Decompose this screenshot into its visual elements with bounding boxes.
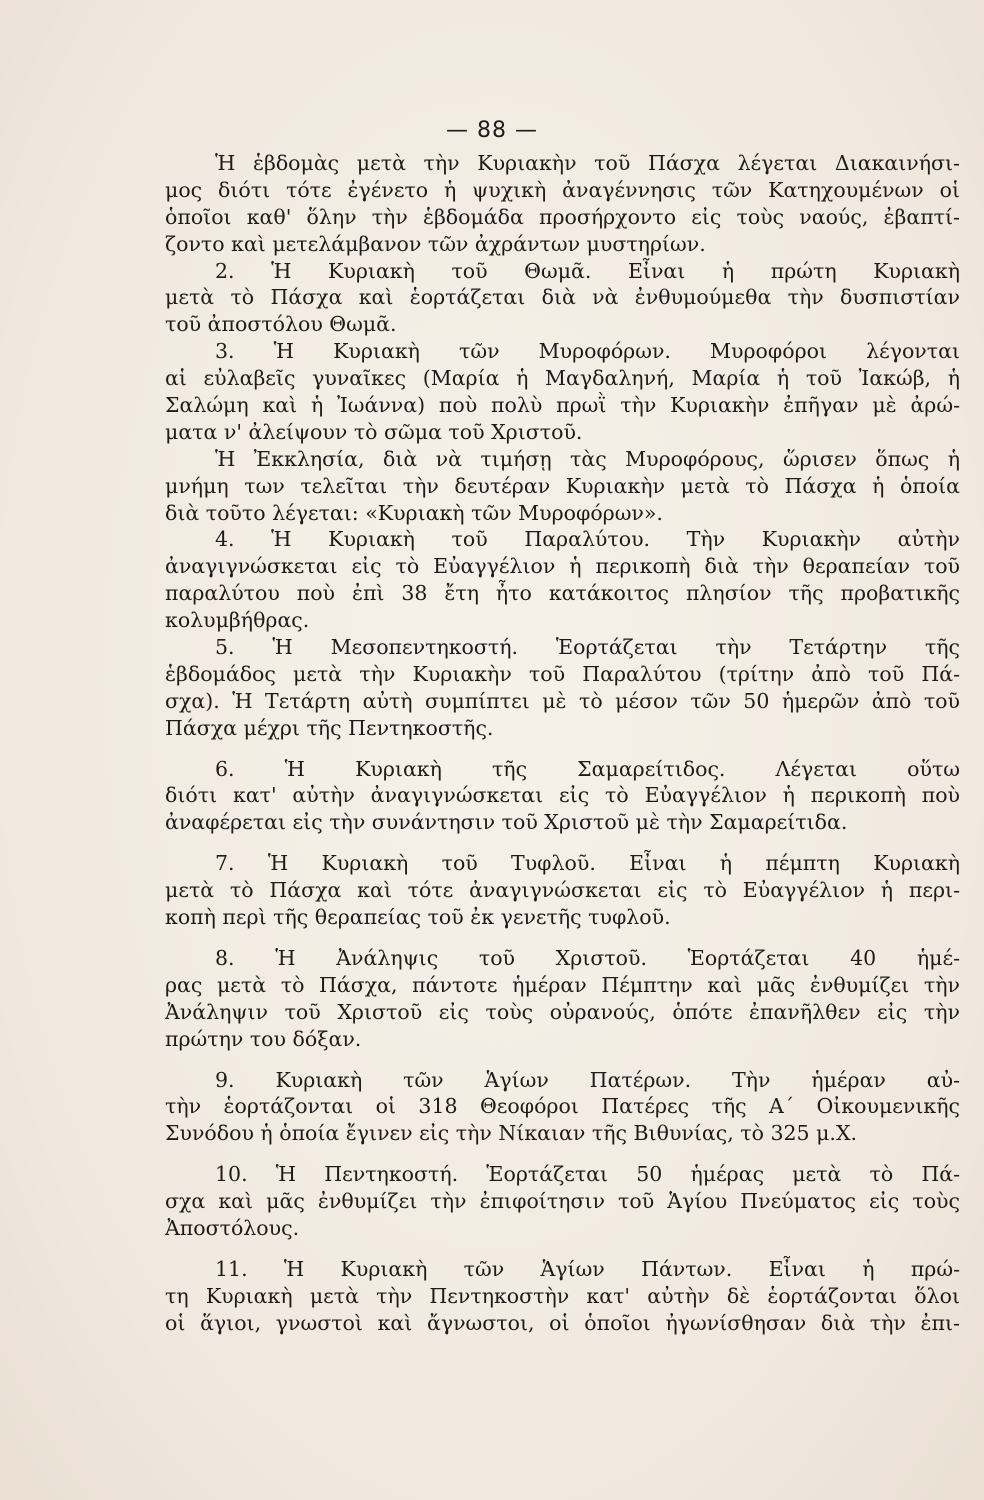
text-line: μετὰ τὸ Πάσχα καὶ ἑορτάζεται διὰ νὰ ἐνθυμούμεθα τὴν δυσπιστίαν	[165, 285, 960, 310]
text-line: 2. Ἡ Κυριακὴ τοῦ Θωμᾶ. Εἶναι ἡ πρώτη Κυριακὴ	[215, 258, 960, 283]
text-line: ρας μετὰ τὸ Πάσχα, πάντοτε ἡμέραν Πέμπτην καὶ μᾶς ἐνθυμίζει τὴν	[165, 972, 960, 997]
text-line: σχα καὶ μᾶς ἐνθυμίζει τὴν ἐπιφοίτησιν τοῦ Ἁγίου Πνεύματος εἰς τοὺς	[165, 1189, 960, 1214]
text-line: 7. Ἡ Κυριακὴ τοῦ Τυφλοῦ. Εἶναι ἡ πέμπτη Κυριακὴ	[215, 851, 960, 876]
text-line: τη Κυριακὴ μετὰ τὴν Πεντηκοστὴν κατ' αὐτὴν δὲ ἑορτάζονται ὅλοι	[165, 1283, 960, 1308]
text-line: τοῦ ἀποστόλου Θωμᾶ.	[165, 312, 397, 337]
text-line: 11. Ἡ Κυριακὴ τῶν Ἁγίων Πάντων. Εἶναι ἡ πρώ-	[215, 1256, 960, 1281]
text-line: 6. Ἡ Κυριακὴ τῆς Σαμαρείτιδος. Λέγεται οὕτω	[215, 756, 960, 781]
text-line: σχα). Ἡ Τετάρτη αὐτὴ συμπίπτει μὲ τὸ μέσον τῶν 50 ἡμερῶν ἀπὸ τοῦ	[165, 688, 960, 713]
text-line: διότι κατ' αὐτὴν ἀναγιγνώσκεται εἰς τὸ Εὐαγγέλιον ἡ περικοπὴ ποὺ	[165, 783, 960, 808]
text-line: οἱ ἅγιοι, γνωστοὶ καὶ ἄγνωστοι, οἱ ὁποῖοι ἠγωνίσθησαν διὰ τὴν ἐπι-	[165, 1310, 960, 1335]
text-line: ὁποῖοι καθ' ὅλην τὴν ἑβδομάδα προσήρχοντο εἰς τοὺς ναούς, ἐβαπτί-	[165, 204, 960, 229]
text-line: Πάσχα μέχρι τῆς Πεντηκοστῆς.	[165, 715, 494, 740]
text-line: Σαλώμη καὶ ἡ Ἰωάννα) ποὺ πολὺ πρωῒ τὴν Κυριακὴν ἐπῆγαν μὲ ἀρώ-	[165, 393, 960, 418]
text-line: αἱ εὐλαβεῖς γυναῖκες (Μαρία ἡ Μαγδαληνή, Μαρία ἡ τοῦ Ἰακώβ, ἡ	[165, 366, 960, 391]
text-line: διὰ τοῦτο λέγεται: «Κυριακὴ τῶν Μυροφόρων».	[165, 500, 663, 525]
text-line: Ἡ ἑβδομὰς μετὰ τὴν Κυριακὴν τοῦ Πάσχα λέγεται Διακαινήσι-	[215, 151, 960, 175]
body-text	[165, 150, 960, 1337]
text-line: παραλύτου ποὺ ἐπὶ 38 ἔτη ἦτο κατάκοιτος πλησίον τῆς προβατικῆς	[165, 581, 960, 606]
page-number: — 88 —	[446, 118, 538, 143]
text-line: ἀναφέρεται εἰς τὴν συνάντησιν τοῦ Χριστοῦ μὲ τὴν Σαμαρείτιδα.	[165, 810, 848, 835]
text-line: τὴν ἑορτάζονται οἱ 318 Θεοφόροι Πατέρες τῆς Α΄ Οἰκουμενικῆς	[165, 1094, 960, 1119]
text-line: μος διότι τότε ἐγένετο ἡ ψυχικὴ ἀναγέννησις τῶν Κατηχουμένων οἱ	[165, 177, 960, 202]
text-line: μνήμη των τελεῖται τὴν δευτέραν Κυριακὴν μετὰ τὸ Πάσχα ἡ ὁποία	[165, 473, 960, 498]
text-line: Ἀνάληψιν τοῦ Χριστοῦ εἰς τοὺς οὐρανούς, ὁπότε ἐπανῆλθεν εἰς τὴν	[165, 999, 960, 1024]
text-line: κολυμβήθρας.	[165, 608, 310, 633]
text-line: ματα ν' ἀλείψουν τὸ σῶμα τοῦ Χριστοῦ.	[165, 419, 583, 444]
text-line: 3. Ἡ Κυριακὴ τῶν Μυροφόρων. Μυροφόροι λέγονται	[215, 339, 960, 364]
text-line: πρώτην του δόξαν.	[165, 1026, 362, 1051]
text-line: κοπὴ περὶ τῆς θεραπείας τοῦ ἐκ γενετῆς τυφλοῦ.	[165, 905, 671, 930]
text-line: 10. Ἡ Πεντηκοστή. Ἑορτάζεται 50 ἡμέρας μετὰ τὸ Πά-	[215, 1162, 960, 1187]
text-line: Ἀποστόλους.	[165, 1215, 300, 1240]
text-line: ἀναγιγνώσκεται εἰς τὸ Εὐαγγέλιον ἡ περικοπὴ διὰ τὴν θεραπείαν τοῦ	[165, 554, 960, 579]
text-line: 8. Ἡ Ἀνάληψις τοῦ Χριστοῦ. Ἑορτάζεται 40 ἡμέ-	[215, 945, 960, 970]
text-line: 9. Κυριακὴ τῶν Ἁγίων Πατέρων. Τὴν ἡμέραν αὐ-	[215, 1067, 960, 1092]
text-line: ἑβδομάδος μετὰ τὴν Κυριακὴν τοῦ Παραλύτου (τρίτην ἀπὸ τοῦ Πά-	[165, 661, 960, 686]
text-line: Ἡ Ἐκκλησία, διὰ νὰ τιμήσῃ τὰς Μυροφόρους, ὥρισεν ὅπως ἡ	[215, 446, 960, 471]
text-line: ζοντο καὶ μετελάμβανον τῶν ἀχράντων μυστηρίων.	[165, 231, 706, 256]
text-line: μετὰ τὸ Πάσχα καὶ τότε ἀναγιγνώσκεται εἰς τὸ Εὐαγγέλιον ἡ περι-	[165, 878, 960, 903]
text-line: 5. Ἡ Μεσοπεντηκοστή. Ἑορτάζεται τὴν Τετάρτην τῆς	[215, 635, 960, 660]
text-line: Συνόδου ἡ ὁποία ἔγινεν εἰς τὴν Νίκαιαν τῆς Βιθυνίας, τὸ 325 μ.Χ.	[165, 1121, 858, 1146]
text-line: 4. Ἡ Κυριακὴ τοῦ Παραλύτου. Τὴν Κυριακὴν αὐτὴν	[215, 527, 960, 552]
